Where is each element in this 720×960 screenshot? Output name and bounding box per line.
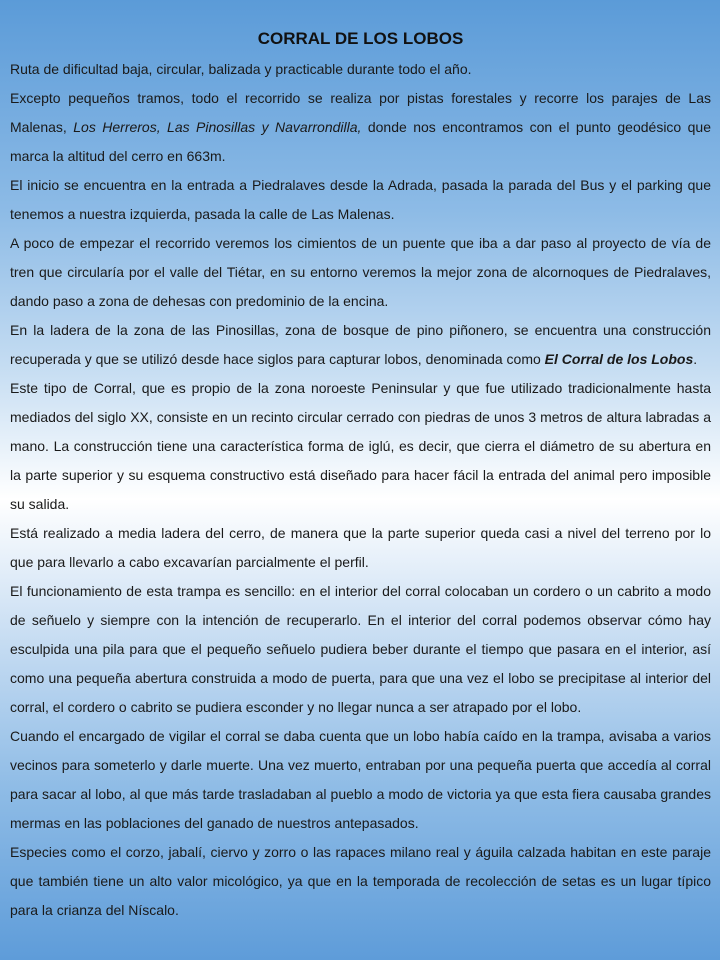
paragraph-corral-type: Este tipo de Corral, que es propio de la zona noroeste Peninsular y que fue utilizado tradicionalmente hasta mediados del siglo XX, consiste en un recinto circular cerrado con piedras de unos 3 metros de altura labradas a mano. La construcción tiene una característica forma de iglú, es decir, que cierra el diámetro de su abertura en la parte superior y su esquema constructivo está diseñado para hacer fácil la entrada del animal pero imposible su salida.: [10, 380, 711, 512]
paragraph-construction: [10, 316, 711, 374]
paragraph-location: Está realizado a media ladera del cerro, de manera que la parte superior queda casi a nivel del terreno por lo que para llevarlo a cabo excavarían parcialmente el perfil.: [10, 525, 711, 570]
paragraph-route-places: [10, 84, 711, 171]
paragraph-capture: Cuando el encargado de vigilar el corral se daba cuenta que un lobo había caído en la trampa, avisaba a varios vecinos para someterlo y darle muerte. Una vez muerto, entraban por una pequeña puerta que accedía al corral para sacar al lobo, al que más tarde trasladaban al pueblo a modo de victoria ya que esta fiera causaba grandes mermas en las poblaciones del ganado de nuestros antepasados.: [10, 728, 711, 831]
paragraph-species: Especies como el corzo, jabalí, ciervo y zorro o las rapaces milano real y águila calzada habitan en este paraje que también tiene un alto valor micológico, ya que en la temporada de recolección de setas es un lugar típico para la crianza del Níscalo.: [10, 844, 711, 918]
paragraph-bridge: A poco de empezar el recorrido veremos los cimientos de un puente que iba a dar paso al proyecto de vía de tren que circularía por el valle del Tiétar, en su entorno veremos la mejor zona de alcornoques de Piedralaves, dando paso a zona de dehesas con predominio de la encina.: [10, 235, 711, 309]
paragraph-construction-bold: El Corral de los Lobos: [544, 351, 694, 367]
document-title: CORRAL DE LOS LOBOS: [257, 29, 464, 48]
paragraph-trap-function: El funcionamiento de esta trampa es sencillo: en el interior del corral colocaban un cordero o un cabrito a modo de señuelo y siempre con la intención de recuperarlo. En el interior del corral podemos observar cómo hay esculpida una pila para que el pequeño señuelo pudiera beber durante el tiempo que pasara en el interior, así como una pequeña abertura construida a modo de puerta, para que una vez el lobo se precipitase al interior del corral, el cordero o cabrito se pudiera esconder y no llegar nunca a ser atrapado por el lobo.: [10, 583, 711, 715]
paragraph-start-point: El inicio se encuentra en la entrada a Piedralaves desde la Adrada, pasada la parada del Bus y el parking que tenemos a nuestra izquierda, pasada la calle de Las Malenas.: [10, 177, 711, 222]
paragraph-route-places-text-b: donde nos encontramos con el punto geodésico que marca la altitud del cerro en 663m.: [10, 119, 712, 164]
paragraph-construction-text-b: .: [693, 351, 698, 367]
paragraph-route-places-italic: Los Herreros, Las Pinosillas y Navarrondilla,: [73, 119, 362, 135]
paragraph-construction-text-a: En la ladera de la zona de las Pinosillas, zona de bosque de pino piñonero, se encuentra una construcción recuperada y que se utilizó desde hace siglos para capturar lobos, denominada como: [10, 322, 711, 367]
paragraph-route-places-text-a: Excepto pequeños tramos, todo el recorrido se realiza por pistas forestales y recorre los parajes de Las Malenas,: [10, 90, 711, 135]
paragraph-difficulty: Ruta de dificultad baja, circular, balizada y practicable durante todo el año.: [10, 61, 472, 77]
